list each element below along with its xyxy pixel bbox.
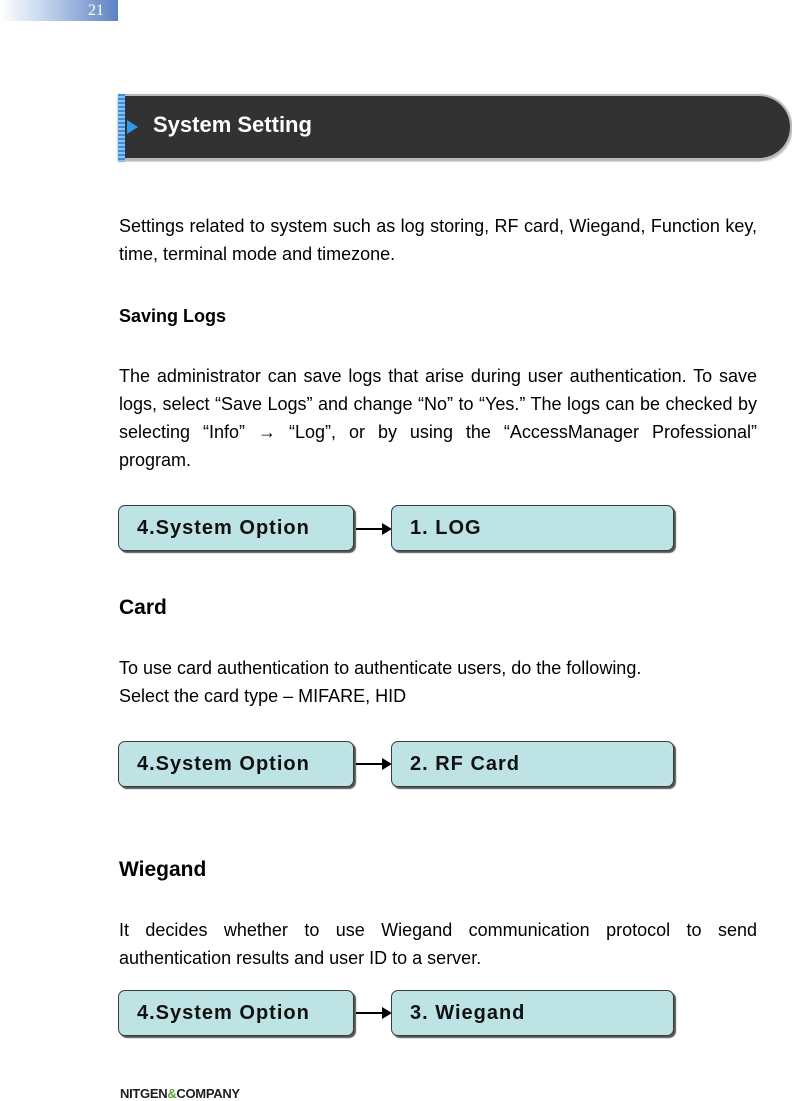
flow-arrow-icon bbox=[356, 763, 390, 765]
play-triangle-icon bbox=[127, 120, 138, 134]
section-title: System Setting bbox=[153, 112, 312, 137]
flow-arrow-icon bbox=[356, 528, 390, 530]
arrow-right-icon: → bbox=[258, 422, 276, 442]
page-number-tab bbox=[0, 0, 118, 21]
menu-box-wiegand: 3. Wiegand bbox=[391, 990, 674, 1036]
saving-logs-paragraph bbox=[119, 362, 757, 474]
wiegand-heading: Wiegand bbox=[119, 858, 207, 881]
card-line-2: Select the card type – MIFARE, HID bbox=[119, 686, 407, 706]
intro-paragraph: Settings related to system such as log storing, RF card, Wiegand, Function key, time, terminal mode and timezone. bbox=[119, 216, 757, 264]
menu-box-system-option: 4.System Option bbox=[118, 505, 354, 551]
wiegand-paragraph: It decides whether to use Wiegand communication protocol to send authentication results and user ID to a server. bbox=[119, 920, 757, 968]
page-number: 21 bbox=[88, 2, 104, 19]
banner-stripe bbox=[118, 94, 125, 162]
menu-box-system-option: 4.System Option bbox=[118, 990, 354, 1036]
company-logo: NITGEN&COMPANY bbox=[120, 1086, 240, 1101]
flow-arrow-icon bbox=[356, 1012, 390, 1014]
menu-box-rf-card: 2. RF Card bbox=[391, 741, 674, 787]
section-banner bbox=[118, 94, 792, 162]
menu-box-system-option: 4.System Option bbox=[118, 741, 354, 787]
menu-box-log: 1. LOG bbox=[391, 505, 674, 551]
saving-logs-text-end: “Log”, or by using the “AccessManager Professional” program. bbox=[119, 422, 757, 470]
saving-logs-heading: Saving Logs bbox=[119, 306, 227, 326]
card-line-1: To use card authentication to authenticate users, do the following. bbox=[119, 658, 642, 678]
card-heading: Card bbox=[119, 596, 167, 619]
saving-logs-text-start: The administrator can save logs that arise during user authentication. To save logs, select “Save Logs” and change “No” to “Yes.” The logs can be checked by selecting “Info” bbox=[119, 366, 757, 442]
